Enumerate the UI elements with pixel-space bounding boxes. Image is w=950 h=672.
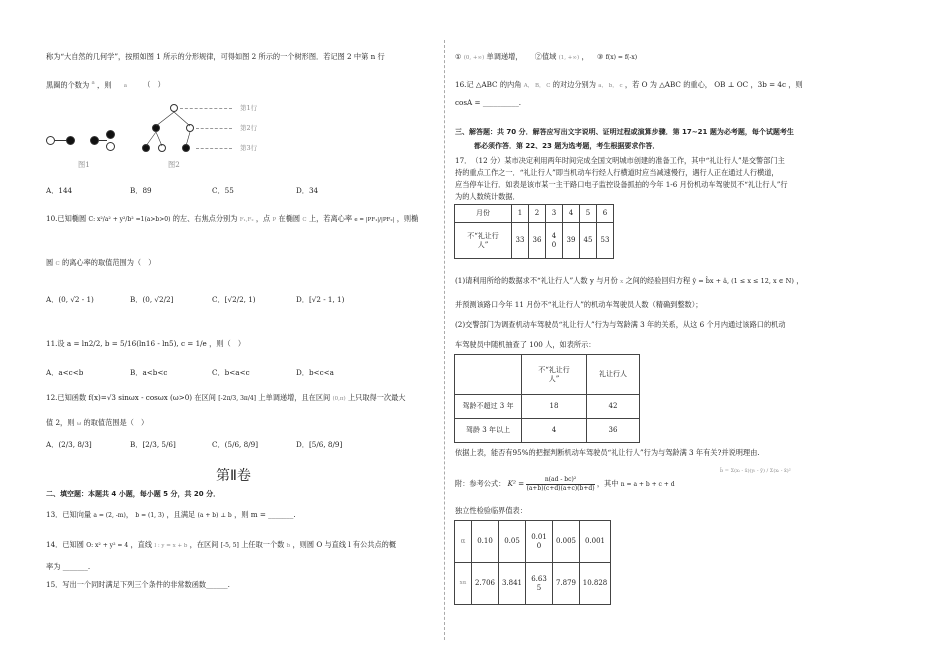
solve-title-line-2: 都必须作答．第 22、23 题为选考题，考生根据要求作答． xyxy=(474,142,660,150)
table-row: xα 2.706 3.841 6.63 5 7.879 10.828 xyxy=(455,563,611,605)
q17-part2-line-1: (2)交警部门为调查机动车驾驶员“礼让行人”行为与驾龄满 3 年的关系，从这 6 个月内通过该路口的机动 xyxy=(455,320,786,329)
q17-line-4: 为的人数统计数据． xyxy=(455,192,520,201)
slope-formula: b̂ = Σ(xᵢ - x̄)(yᵢ - ȳ) / Σ(xᵢ - x̄)² xyxy=(720,468,791,474)
q9-option-b: B．89 xyxy=(130,186,152,195)
q17-part1-line-2: 并预测该路口今年 11 月份不“礼让行人”的机动车驾驶员人数（精确到整数）； xyxy=(455,300,703,309)
q16-line-2: cosA = __________. xyxy=(455,98,522,107)
q12-function: f(x)=√3 sinωx - cosωx (ω>0) xyxy=(88,393,193,402)
q9-option-d: D．34 xyxy=(296,186,319,195)
q11-option-c: C．b<a<c xyxy=(212,368,250,377)
q13-answer-blank[interactable]: _______. xyxy=(268,510,296,519)
q17-line-2: 持的重点工作之一．“礼让行人”即当机动车行经人行横道时应当减速慢行，遇行人正在通过人行横道， xyxy=(455,168,779,177)
table-header: α xyxy=(455,521,472,563)
tree-row-2-label: 第2行 xyxy=(240,124,258,132)
critical-value-table xyxy=(454,520,611,605)
table-header: xα xyxy=(455,563,472,605)
chi-square-fraction: $\frac{\text{n(ad - bc)²}}{(a+b)(c+d)(a+c)(b+d)}$ xyxy=(526,476,595,492)
table-header: 不“礼让行 人” xyxy=(522,355,587,395)
q16-line-1: 16.记 △ABC 的内角 A， B， C 的对边分别为 a， b， c ，若 O 为 △ABC 的重心， OB ⊥ OC ，3b = 4c ，则 xyxy=(455,80,803,89)
q9-option-a: A．144 xyxy=(46,186,73,195)
regression-equation: ŷ = b̂x + â, (1 ≤ x ≤ 12, x ∈ N) xyxy=(692,277,794,285)
q12-option-d: D．[5/6, 8/9] xyxy=(296,440,343,449)
q12-line-1: 12.已知函数 f(x)=√3 sinωx - cosωx (ω>0) 在区间 [-2π/3, 3π/4] 上单调递增，且在区间 (0,π) 上只取得一次最大 xyxy=(46,393,406,402)
fill-blank-title: 二、填空题：本题共 4 小题，每小题 5 分，共 20 分． xyxy=(46,490,221,498)
critical-table-title: 独立性检验临界值表： xyxy=(455,506,527,515)
q17-line-1: 17． （12 分）某市决定利用两年时间完成全国文明城市创建的准备工作，其中“礼让行人”是交警部门主 xyxy=(455,156,785,165)
seq-symbol: a xyxy=(91,80,95,86)
q16-answer-blank[interactable]: __________. xyxy=(482,98,522,107)
q13-stem: 13．已知向量 a = (2, -m)， b = (1, 3) ，且满足 (a + b) ⊥ b ，则 m = _______. xyxy=(46,510,296,519)
seq-symbol-2: a xyxy=(123,83,127,90)
q10-option-b: B．(0, √2/2] xyxy=(130,295,174,304)
q10-option-c: C．[√2/2, 1) xyxy=(212,295,256,304)
q17-part3: 依据上表，能否有95%的把握判断机动车驾驶员“礼让行人”行为与驾龄满 3 年有关?并说明理由. xyxy=(455,448,760,457)
q17-line-3: 应当停车让行．如表是该市某一主干路口电子监控设备抓拍的今年 1-6 月份机动车驾驶员不“礼让行人”行 xyxy=(455,180,788,189)
table-row xyxy=(455,355,640,395)
section-2-title: 第Ⅱ卷 xyxy=(216,468,251,484)
reference-formula: 附：参考公式： K² = $\frac{\text{n(ad - bc)²}}{(a+b)(c+d)(a+c)(b+d)}$ ，其中 n = a + b + c + d xyxy=(455,476,675,492)
q10-line-2: 圆 C 的离心率的取值范围为（ ） xyxy=(46,258,156,267)
q15-conditions: ① (0, +∞) 单调递增， ②值域 (1, +∞) ， ③ f(x) = f(-x) xyxy=(455,52,638,61)
q11-option-d: D．b<c<a xyxy=(296,368,334,377)
table-row: 驾龄 3 年以上 4 36 xyxy=(455,419,640,443)
q10-eccentricity: e = |PF₁|/|PF₂| xyxy=(354,217,395,223)
figure-2-caption: 图2 xyxy=(168,160,180,169)
q10-ellipse-eq: C: x²/a² + y²/b² =1(a>b>0) xyxy=(88,216,171,223)
q12-option-b: B．[2/3, 5/6] xyxy=(130,440,176,449)
intro-line-1: 称为“大自然的几何学”，按照如图 1 所示的分形规律，可得如图 2 所示的一个树形图．若记图 2 中第 n 行 xyxy=(46,52,385,61)
tree-branches xyxy=(140,108,200,148)
monthly-violation-table xyxy=(454,204,614,259)
q11-stem: 11.设 a = ln2/2, b = 5/16(ln16 - ln5), c = 1/e ，则（ ） xyxy=(46,339,246,348)
column-divider xyxy=(444,40,445,640)
solve-title-line-1: 三、解答题：共 70 分．解答应写出文字说明、证明过程或演算步骤．第 17~21 题为必考题，每个试题考生 xyxy=(455,128,794,136)
table-row: α 0.10 0.05 0.01 0 0.005 0.001 xyxy=(455,521,611,563)
q9-option-c: C．55 xyxy=(212,186,234,195)
q11-option-b: B．a<b<c xyxy=(130,368,168,377)
q17-part1-line-1: (1)请利用所给的数据求不“礼让行人”人数 y 与月份 x 之间的经验回归方程 ŷ = b̂x + â, (1 ≤ x ≤ 12, x ∈ N) ， xyxy=(455,276,804,285)
q12-option-c: C．(5/6, 8/9] xyxy=(212,440,258,449)
table-header: 月份 xyxy=(455,205,512,223)
figure-1-caption: 图1 xyxy=(78,160,90,169)
intro-line-2: 黑圈的个数为 $^a$ ，则 a （ ） xyxy=(46,80,165,90)
q14-answer-blank[interactable]: _______. xyxy=(62,562,91,571)
q11-option-a: A．a<c<b xyxy=(46,368,84,377)
table-row: 不“礼让行 人” 33 36 4 0 39 45 53 xyxy=(455,223,614,259)
table-row: 驾龄不超过 3 年 18 42 xyxy=(455,395,640,419)
q12-option-a: A．(2/3, 8/3] xyxy=(46,440,92,449)
q10-line-1: 10.已知椭圆 C: x²/a² + y²/b² =1(a>b>0) 的左、右焦点分别为 F₁,F₂ ，点 P 在椭圆 C 上，若离心率 e = |PF₁|/|PF₂| ，则椭 xyxy=(46,214,419,223)
table-header: 礼让行人 xyxy=(587,355,640,395)
q11-expression: a = ln2/2, b = 5/16(ln16 - ln5), c = 1/e xyxy=(66,339,207,348)
q10-option-a: A．(0, √2 - 1) xyxy=(46,295,94,304)
table-header: 不“礼让行 人” xyxy=(455,223,512,259)
tree-row-1-label: 第1行 xyxy=(240,104,258,112)
q15-stem: 15．写出一个同时满足下列三个条件的非常数函数______. xyxy=(46,580,230,589)
tree-row-3-label: 第3行 xyxy=(240,144,258,152)
driving-experience-table xyxy=(454,354,640,443)
q14-line-1: 14．已知圆 O: x² + y² = 4 ，直线 l : y = x + b ，在区间 [-5, 5] 上任取一个数 b ，则圆 O 与直线 l 有公共点的概 xyxy=(46,540,397,549)
table-row: 月份 1 2 3 4 5 6 xyxy=(455,205,614,223)
q10-option-d: D．[√2 - 1, 1) xyxy=(296,295,345,304)
q14-line-2: 率为 _______. xyxy=(46,562,91,571)
q17-part2-line-2: 车驾驶员中随机抽查了 100 人，如表所示： xyxy=(455,340,596,349)
q12-line-2: 值 2，则 ω 的取值范围是（ ） xyxy=(46,418,149,427)
